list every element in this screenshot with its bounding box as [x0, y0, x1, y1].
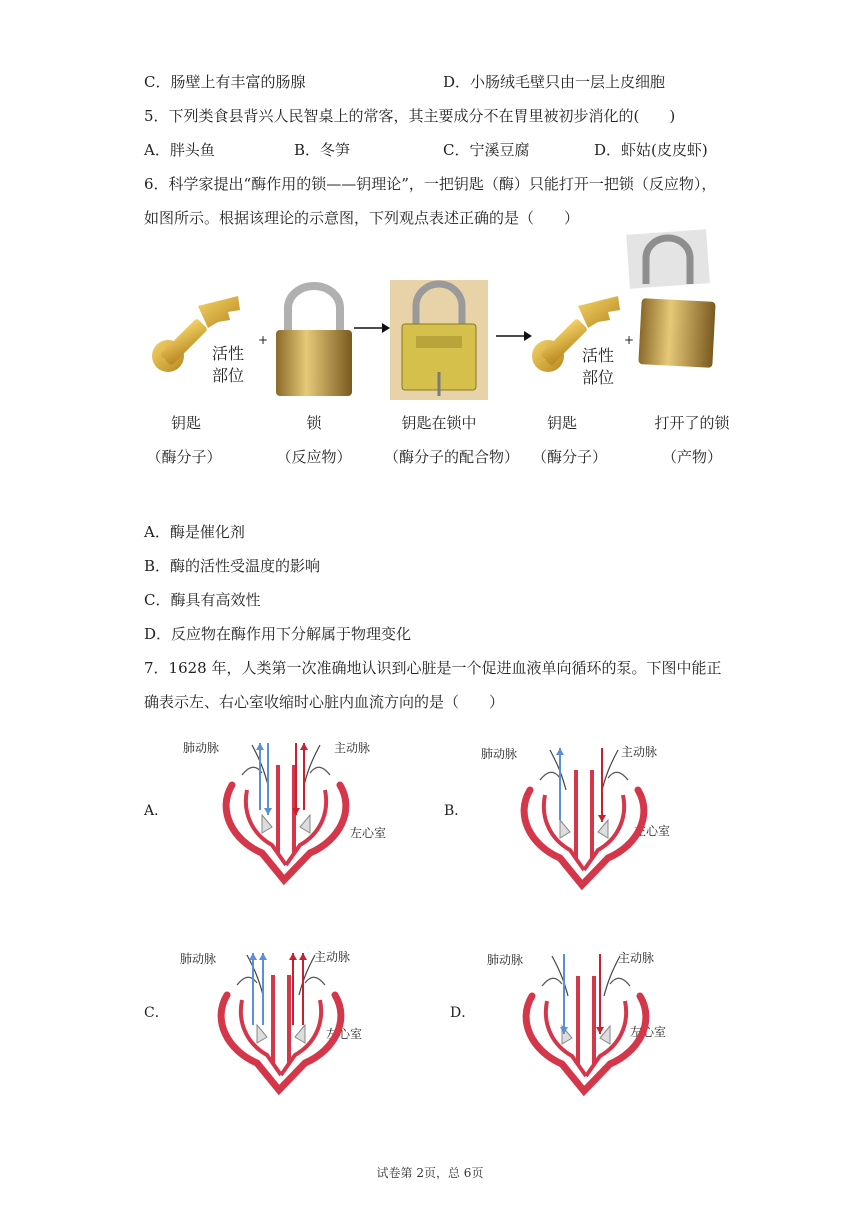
q6-option-d: D．反应物在酶作用下分解属于物理变化 — [144, 625, 412, 643]
caption-key-2-sub: （酶分子） — [532, 448, 608, 466]
aorta-label: 主动脉 — [621, 745, 658, 759]
vessel-line — [602, 750, 618, 790]
heart-diagram — [207, 945, 357, 1095]
vessel-line — [542, 978, 562, 986]
heart-diagram — [512, 946, 662, 1096]
aorta-label: 主动脉 — [618, 951, 655, 965]
padlock-icon — [274, 284, 354, 398]
blood-flow-arrow-up-head — [289, 953, 297, 960]
caption-lock: 锁 — [306, 414, 322, 432]
arrow-right-icon — [354, 322, 390, 334]
blood-flow-arrow-up-head — [259, 953, 267, 960]
q4-option-d: D．小肠绒毛壁只由一层上皮细胞 — [443, 73, 666, 91]
valve — [257, 1025, 267, 1043]
option-letter: B． — [444, 803, 469, 819]
plus-sign-1: + — [258, 333, 269, 347]
arrow-right-icon — [496, 330, 532, 342]
blood-flow-arrow-down-head — [596, 1027, 604, 1034]
vessel-line — [550, 750, 566, 790]
pulmonary-artery-label: 肺动脉 — [487, 953, 524, 967]
blood-flow-arrow-up-head — [256, 743, 264, 750]
blood-flow-arrow-up-head — [249, 953, 257, 960]
q5-option-b: B．冬笋 — [294, 141, 351, 159]
aorta-label: 主动脉 — [314, 950, 351, 964]
blood-flow-arrow-down-head — [598, 815, 606, 822]
q7-stem-line2: 确表示左、右心室收缩时心脏内血流方向的是（ ） — [144, 693, 505, 711]
left-ventricle-label: 左心室 — [630, 1025, 667, 1039]
pulmonary-artery-label: 肺动脉 — [180, 952, 217, 966]
caption-opened-sub: （产物） — [661, 448, 722, 466]
vessel-line — [610, 978, 630, 986]
q6-option-c: C．酶具有高效性 — [144, 591, 261, 609]
blood-flow-arrow-up-head — [556, 748, 564, 755]
plus-sign-2: + — [624, 333, 635, 347]
blood-flow-arrow-up-head — [300, 743, 308, 750]
caption-complex: 钥匙在锁中 — [401, 414, 477, 432]
caption-complex-sub: （酶分子的配合物） — [384, 448, 520, 466]
heart-diagram — [510, 740, 660, 890]
page-footer: 试卷第 2页，总 6页 — [376, 1166, 484, 1180]
left-ventricle-label: 左心室 — [326, 1027, 363, 1041]
q5-option-c: C．宁溪豆腐 — [443, 141, 530, 159]
blood-flow-arrow-down-head — [264, 808, 272, 815]
heart-diagram — [212, 735, 362, 885]
q5-stem: 5．下列类食县背兴人民智桌上的常客，其主要成分不在胃里被初步消化的( ) — [144, 107, 676, 125]
vessel-line — [540, 772, 560, 780]
option-letter: D． — [450, 1005, 476, 1021]
pulmonary-artery-label: 肺动脉 — [183, 741, 220, 755]
option-letter: C． — [144, 1005, 169, 1021]
open-shackle-icon — [628, 232, 708, 286]
blood-flow-arrow-up-head — [299, 953, 307, 960]
q6-option-b: B．酶的活性受温度的影响 — [144, 557, 321, 575]
vessel-line — [299, 955, 315, 995]
active-site-label-2b: 部位 — [582, 368, 615, 387]
vessel-line — [304, 745, 320, 785]
q5-option-d: D．虾姑(皮皮虾) — [594, 141, 708, 159]
vessel-line — [604, 956, 620, 996]
vessel-line — [310, 767, 330, 775]
option-letter: A． — [144, 803, 169, 819]
q6-option-a: A．酶是催化剂 — [144, 523, 245, 541]
vessel-line — [552, 956, 568, 996]
valve — [300, 815, 310, 833]
lock-with-key-icon — [390, 280, 488, 400]
q4-option-c: C．肠壁上有丰富的肠腺 — [144, 73, 306, 91]
q6-stem-line2: 如图所示。根据该理论的示意图，下列观点表述正确的是（ ） — [144, 209, 580, 227]
caption-key-2: 钥匙 — [546, 414, 577, 432]
vessel-line — [608, 772, 628, 780]
caption-lock-sub: （反应物） — [276, 448, 352, 466]
caption-opened: 打开了的锁 — [654, 414, 730, 432]
left-ventricle-label: 左心室 — [350, 826, 387, 840]
left-ventricle-label: 左心室 — [634, 824, 671, 838]
valve — [262, 815, 272, 833]
q7-stem-line1: 7．1628 年，人类第一次准确地认识到心脏是一个促进血液单向循环的泵。下图中能正 — [144, 659, 722, 677]
active-site-label-2a: 活性 — [582, 346, 615, 365]
caption-key-sub: （酶分子） — [146, 448, 222, 466]
vessel-line — [247, 955, 263, 995]
lock-body-icon — [638, 298, 716, 368]
vessel-line — [305, 977, 325, 985]
active-site-label-1a: 活性 — [212, 344, 245, 363]
valve — [295, 1025, 305, 1043]
valve — [560, 820, 570, 838]
pulmonary-artery-label: 肺动脉 — [481, 747, 518, 761]
aorta-label: 主动脉 — [334, 741, 371, 755]
active-site-label-1b: 部位 — [212, 366, 245, 385]
q6-stem-line1: 6．科学家提出“酶作用的锁——钥理论”，一把钥匙（酶）只能打开一把锁（反应物）， — [144, 175, 717, 193]
valve — [598, 820, 608, 838]
caption-key: 钥匙 — [170, 414, 201, 432]
q5-option-a: A．胖头鱼 — [144, 141, 215, 159]
